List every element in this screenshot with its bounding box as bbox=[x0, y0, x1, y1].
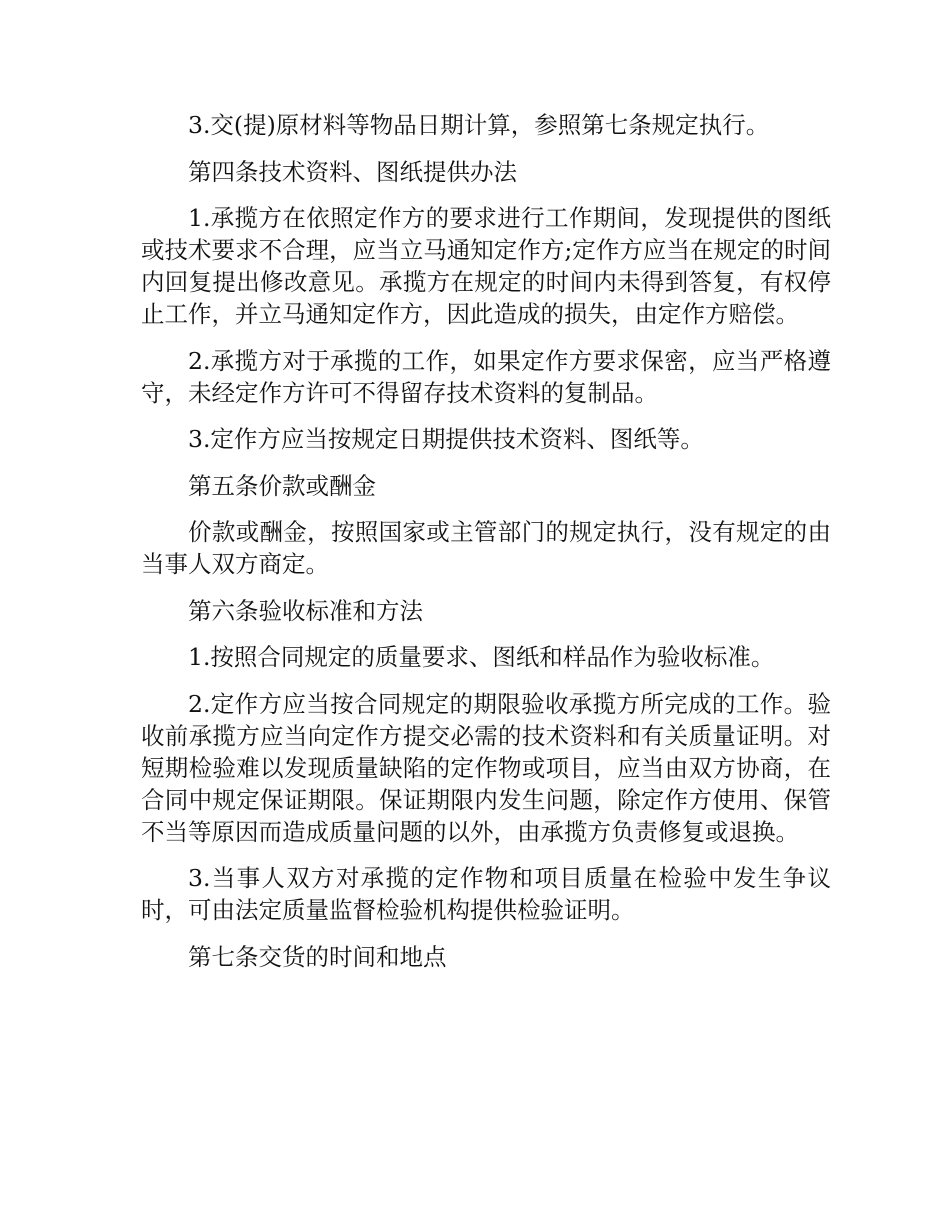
paragraph-article-6-item-2: 2.定作方应当按合同规定的期限验收承揽方所完成的工作。验收前承揽方应当向定作方提交必需的技术资料和有关质量证明。对短期检验难以发现质量缺陷的定作物或项目，应当由双方协商，在合同中规定保证期限。保证期限内发生问题，除定作方使用、保管不当等原因而造成质量问题的以外，由承揽方负责修复或退换。 bbox=[141, 689, 831, 846]
heading-article-6: 第六条验收标准和方法 bbox=[188, 596, 423, 625]
paragraph-article-4-item-1: 1.承揽方在依照定作方的要求进行工作期间，发现提供的图纸或技术要求不合理，应当立马通知定作方;定作方应当在规定的时间内回复提出修改意见。承揽方在规定的时间内未得到答复，有权停止工作，并立马通知定作方，因此造成的损失，由定作方赔偿。 bbox=[141, 204, 831, 328]
heading-article-4: 第四条技术资料、图纸提供办法 bbox=[188, 157, 517, 186]
heading-article-7: 第七条交货的时间和地点 bbox=[188, 942, 447, 971]
paragraph-article-5: 价款或酬金，按照国家或主管部门的规定执行，没有规定的由当事人双方商定。 bbox=[141, 518, 831, 578]
heading-article-5: 第五条价款或酬金 bbox=[188, 471, 376, 500]
paragraph-material-date: 3.交(提)原材料等物品日期计算，参照第七条规定执行。 bbox=[188, 111, 770, 139]
paragraph-article-6-item-1: 1.按照合同规定的质量要求、图纸和样品作为验收标准。 bbox=[188, 643, 775, 671]
document-body bbox=[141, 109, 831, 987]
paragraph-article-4-item-3: 3.定作方应当按规定日期提供技术资料、图纸等。 bbox=[188, 425, 704, 453]
paragraph-article-4-item-2: 2.承揽方对于承揽的工作，如果定作方要求保密，应当严格遵守，未经定作方许可不得留存技术资料的复制品。 bbox=[141, 346, 831, 407]
paragraph-article-6-item-3: 3.当事人双方对承揽的定作物和项目质量在检验中发生争议时，可由法定质量监督检验机构提供检验证明。 bbox=[141, 864, 831, 924]
